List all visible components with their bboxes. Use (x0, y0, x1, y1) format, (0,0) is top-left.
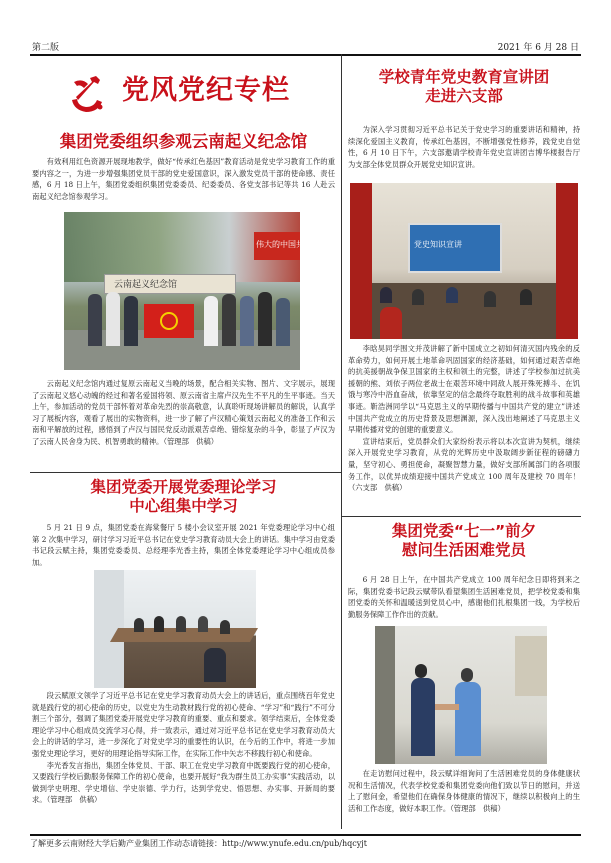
footer-link[interactable]: 了解更多云南财经大学后勤产业集团工作动态请链接：http://www.ynufe.edu.cn/pub/hqcyjt (30, 839, 367, 848)
article2-photo (94, 570, 256, 688)
article2-caption1: 段云赋原文领学了习近平总书记在党史学习教育动员大会上的讲话后，重点围绕百年党史就是践行党的初心使命的历史，以党史为生动教材践行党的初心使命、“学习”和“践行”不可分割三个部分，强调了集团党委开展党史学习教育的重要、重点和要求。领学结束后，全体党委理论学习中心组成员交流学习心得，并一致表示，通过对习近平总书记在党史学习教育动员大会上的讲话的学习，进一步深化了对党史学习的重要性的认识，在今后的工作中，将进一步加强党史理论学习，更好的用理论指导实际工作，在实际工作中矢志不移践行初心和使命。 (32, 691, 335, 758)
column-title: 党风党纪专栏 (122, 75, 290, 106)
article3-body: 为深入学习贯彻习近平总书记关于党史学习的重要讲话和精神，持续深化爱国主义教育，传承红色基因，不断增强党性修养，践党史自觉性，6 月 10 日下午，六支部邀请学校青年党史宣讲团吉博华楼报告厅为支部全体党员群众开展党史知识宣讲。 (348, 125, 580, 169)
article4-body: 6 月 28 日上午，在中国共产党成立 100 周年纪念日即将到来之际，集团党委书记段云赋带队看望集团生活困难党员，把学校党委和集团党委的关怀和温暖送到党员心中，感谢他们扎根集团一线，为学校后勤服务保障工作作出的贡献。 (348, 575, 580, 619)
article2-title-line2: 中心组集中学习 (129, 497, 238, 516)
screen-text: 党史知识宣讲 (414, 240, 462, 249)
article1-body: 有效利用红色资源开展现地教学，做好“传承红色基因”教育活动是党史学习教育工作的重要内容之一，为进一步增强集团党员干部的党史爱国意识，深入激发党员干部的使命感、责任感，6 月 18 日上午，集团党委组织集团党委委员、纪委委员、各党支部书记等共 16 人赴云南起义纪念馆参观学习。 (32, 157, 335, 201)
memorial-sign: 云南起义纪念馆 (114, 280, 178, 290)
photo-banner-text: 伟大的中国共产 (256, 240, 312, 249)
article3-photo (350, 183, 578, 339)
page-number: 第二版 (32, 43, 60, 53)
article1-photo (64, 212, 312, 370)
article4-photo (375, 626, 547, 764)
article3-caption1: 李晗昊同学围文并茂讲解了新中国成立之初如何清灭国内残余的反革命势力，如何开展土地革命巩固国家的经济基础，如何通过艰苦卓绝的抗美援朝战争保卫国家的主权和领土的完整，讲述了学校参加过抗美援朝的熊、刘依子两位老战士在艰苦环境中同敌人展开殊死搏斗、在饥饿与寒冷中浴血奋战，依靠坚定的信念最终夺取胜利的战斗故事和英雄事迹。靳浩洲同学以“马克思主义的早期传播与中国共产党的建立”讲述中国共产党成立的历史背景及思想渊源，深入浅出地阐述了马克思主义早期传播对党的创建的重要意义。 (348, 344, 580, 435)
article3-caption2: 宣讲结束后，党员群众们大家纷纷表示将以本次宣讲为契机，继续深入开展党史学习教育，从党的光辉历史中汲取阔步新征程的磅礴力量，坚守初心、勇担使命，凝聚智慧力量，做好支部所属部门的各项服务工作，以优异成绩迎接中国共产党成立 100 周年及建校 70 周年！（六支部 供稿） (348, 436, 580, 493)
right-divider-1 (342, 516, 581, 517)
article1-title: 集团党委组织参观云南起义纪念馆 (59, 132, 308, 151)
article4-caption: 在走访慰问过程中，段云赋详细询问了生活困难党员的身体健康状况和生活情况，代表学校党委和集团党委向他们致以节日的慰问，并送上了慰问金，希望他们在确保身体健康的情况下，继续以积极向上的生活和工作态度，做好本职工作。（管理部 供稿） (348, 769, 580, 813)
party-emblem-icon (64, 70, 110, 116)
article3-title-line2: 走进六支部 (425, 87, 503, 106)
article2-title-line1: 集团党委开展党委理论学习 (90, 478, 277, 496)
article4-title-line2: 慰问生活困难党员 (401, 541, 526, 560)
page-header (30, 38, 581, 52)
article1-caption: 云南起义纪念馆内通过复原云南起义当晚的场景，配合相关实物、图片、文字展示，展现了云南起义悠心动魄的经过和著名爱国将领、原云南省主席卢汉先生不平凡的生平事迹。当天上午，参加活动的党员干部怀着对革命先烈的崇高敬意，认真聆听现场讲解员的解说，认真学习了展板内容，观看了展出的实物资料，进一步了解了卢汉精心策划云南起义的准备工作和云南和平解放的过程，感悟到了卢汉与国民党反动派艰苦卓绝、错综复杂的斗争，彰显了卢汉为了云南人民舍身为民、机智勇敢的精神。（管理部 供稿） (32, 379, 335, 446)
column-banner (60, 64, 320, 124)
article4-title-line1: 集团党委“七一”前夕 (391, 522, 537, 540)
article2-caption2: 李光香发言指出，集团全体党员、干部、职工在党史学习教育中既要践行党的初心使命，又要践行学校后勤服务保障工作的初心使命，也要开展好“我为群生员工办实事”实践活动，以做到学史明理、学史增信、学史崇德、学力行，达到学党史、悟思想、办实事、开新局的要求。（管理部 供稿） (32, 760, 335, 805)
column-divider (341, 54, 342, 829)
footer-rule (30, 834, 581, 836)
issue-date: 2021 年 6 月 28 日 (497, 43, 579, 53)
left-divider-1 (30, 472, 341, 473)
article3-title-line1: 学校青年党史教育宣讲团 (378, 68, 550, 86)
header-rule (30, 54, 581, 56)
article2-body: 5 月 21 日 9 点，集团党委在海棠餐厅 5 楼小会议室开展 2021 年党委理论学习中心组第 2 次集中学习，研讨学习习近平总书记在党史学习教育动员大会上的讲话。集中学习由党委书记段云赋主持，集团党委委员、总经理李光香主持，集团全体党委理论学习中心组成员参加。 (32, 523, 335, 567)
